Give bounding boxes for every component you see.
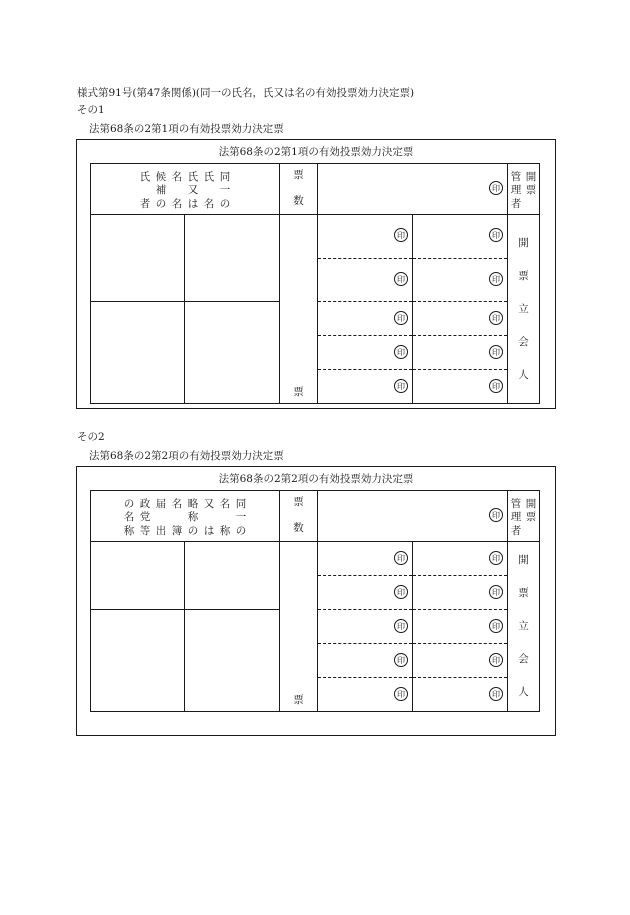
part1-witness-seal-cell	[413, 370, 508, 404]
part2-manager-header-char: 理	[510, 511, 522, 524]
part1-name-header-char: 氏	[139, 170, 151, 183]
part1-name-header-char: 補	[155, 184, 167, 197]
part1-manager-header	[508, 164, 540, 215]
seal-mark-icon: 印	[394, 228, 408, 242]
part2-witness-seal-cell	[413, 644, 508, 678]
part1-witness-seal-cell	[318, 302, 413, 336]
part2-manager-header-char: 票	[525, 511, 537, 524]
part2-name-cell	[185, 542, 280, 610]
part2-votes-header: 票 数	[280, 491, 318, 542]
part1-name-header-char: 者	[139, 197, 151, 210]
part2-name-header-char: 又	[203, 497, 215, 510]
part2-form-box	[76, 466, 556, 736]
part2-caption: 法第68条の2第2項の有効投票効力決定票	[89, 450, 284, 462]
part1-witness-char: 会	[518, 335, 529, 348]
part1-witness-seal-cell	[318, 215, 413, 259]
part2-vote-count-cell: 票	[280, 542, 318, 712]
part2-name-header-column	[169, 498, 185, 539]
part2-witness-seal-cell	[318, 542, 413, 576]
part1-name-header-char: 一	[219, 184, 231, 197]
seal-mark-icon: 印	[394, 687, 408, 701]
part1-name-header-char: 氏	[203, 170, 215, 183]
seal-mark-icon: 印	[489, 508, 503, 522]
part2-name-header-column	[217, 498, 233, 539]
part2-manager-header-char: 管	[510, 497, 522, 510]
part2-name-header-char: 称	[123, 524, 135, 537]
part1-caption: 法第68条の2第1項の有効投票効力決定票	[89, 123, 284, 135]
part2-witness-seal-cell	[413, 542, 508, 576]
part2-table	[90, 490, 540, 712]
seal-mark-icon: 印	[489, 585, 503, 599]
part2-witness-seal-cell	[318, 678, 413, 712]
part2-witness-label	[508, 542, 540, 712]
form-number: 様式第91号(第47条関係)(同一の氏名，氏又は名の有効投票効力決定票)	[77, 87, 415, 99]
part1-name-cell	[91, 215, 185, 302]
part1-name-header-char: の	[155, 197, 167, 210]
part1-witness-char: 開	[518, 236, 529, 249]
part1-manager-header-char: 票	[525, 184, 537, 197]
seal-mark-icon: 印	[489, 619, 503, 633]
part2-name-header-char: の	[187, 524, 199, 537]
part2-name-header-char: は	[203, 524, 215, 537]
part1-name-header-char: は	[187, 197, 199, 210]
seal-mark-icon: 印	[394, 272, 408, 286]
part1-witness-seal-cell	[413, 302, 508, 336]
part2-witness-char: 票	[518, 587, 529, 599]
seal-mark-icon: 印	[489, 228, 503, 242]
seal-mark-icon: 印	[489, 379, 503, 393]
part2-name-cell	[91, 542, 185, 610]
seal-mark-icon: 印	[489, 345, 503, 359]
part1-name-header-char: 同	[219, 170, 231, 183]
part1-witness-seal-cell	[413, 258, 508, 302]
part1-name-header-char: 又	[187, 184, 199, 197]
seal-mark-icon: 印	[489, 311, 503, 325]
part1-label: その1	[77, 104, 105, 116]
part1-name-header-column	[137, 171, 153, 212]
part1-form-title: 法第68条の2第1項の有効投票効力決定票	[218, 146, 414, 158]
part2-name-header-char: 出	[155, 524, 167, 537]
part1-name-header-column	[217, 171, 233, 212]
part2-witness-seal-cell	[413, 576, 508, 610]
seal-mark-icon: 印	[394, 619, 408, 633]
part1-witness-seal-cell	[318, 258, 413, 302]
part2-name-header-char: 政	[139, 497, 151, 510]
part2-manager-seal-cell	[318, 491, 508, 542]
part2-name-header-char: の	[123, 497, 135, 510]
part2-name-header-char: 名	[219, 497, 231, 510]
part1-name-header-char: の	[219, 197, 231, 210]
part2-name-header-char: 党	[139, 511, 151, 524]
part1-witness-seal-cell	[318, 370, 413, 404]
part1-name-header-column	[153, 171, 169, 212]
part1-name-cell	[185, 215, 280, 302]
part1-manager-header-char: 開	[525, 170, 537, 183]
part1-witness-char: 立	[518, 302, 529, 315]
part2-manager-header-column	[524, 498, 539, 525]
part2-name-header-column	[185, 498, 201, 539]
part2-name-header-column	[121, 498, 137, 539]
part2-witness-char: 立	[518, 620, 529, 632]
part2-name-header-column	[137, 498, 153, 539]
part1-name-header-column	[201, 171, 217, 212]
part2-name-header-char: 名	[123, 511, 135, 524]
seal-mark-icon: 印	[489, 272, 503, 286]
seal-mark-icon: 印	[394, 653, 408, 667]
part1-manager-header-column	[509, 171, 524, 212]
part2-name-header-char: 等	[139, 524, 151, 537]
part1-witness-char: 票	[518, 269, 529, 282]
part1-manager-seal-cell	[318, 164, 508, 215]
part1-manager-header-char: 者	[510, 197, 522, 210]
part1-witness-seal-cell	[318, 336, 413, 370]
part2-name-header-char: 同	[235, 497, 247, 510]
part2-form-title: 法第68条の2第2項の有効投票効力決定票	[218, 473, 414, 485]
part1-name-header-char: 候	[155, 170, 167, 183]
part2-label: その2	[77, 431, 105, 443]
part2-name-cell	[185, 610, 280, 712]
part2-witness-seal-cell	[318, 610, 413, 644]
part2-name-header-char: 略	[187, 497, 199, 510]
part1-name-header-column	[169, 171, 185, 212]
part2-name-header-char: 届	[155, 497, 167, 510]
part1-witness-char: 人	[518, 368, 529, 381]
seal-mark-icon: 印	[489, 653, 503, 667]
part1-name-header	[91, 164, 280, 215]
part2-witness-seal-cell	[413, 678, 508, 712]
part2-witness-seal-cell	[318, 576, 413, 610]
part2-name-header-char: 称	[219, 524, 231, 537]
part2-name-header-column	[233, 498, 249, 539]
part1-votes-header: 票 数	[280, 164, 318, 215]
part2-name-cell	[91, 610, 185, 712]
part1-witness-seal-cell	[413, 336, 508, 370]
part1-name-header-char: 名	[203, 197, 215, 210]
part2-name-header-column	[201, 498, 217, 539]
part1-name-cell	[185, 302, 280, 404]
seal-mark-icon: 印	[394, 379, 408, 393]
part1-name-cell	[91, 302, 185, 404]
part1-table	[90, 163, 540, 404]
part2-witness-char: 会	[518, 653, 529, 665]
part1-form-box	[76, 139, 556, 409]
part1-name-header-char: 名	[171, 197, 183, 210]
seal-mark-icon: 印	[394, 585, 408, 599]
seal-mark-icon: 印	[489, 551, 503, 565]
part2-name-header-char: 名	[171, 497, 183, 510]
part2-name-header-char: の	[235, 524, 247, 537]
part1-name-header-char: 氏	[187, 170, 199, 183]
part2-name-header-column	[153, 498, 169, 539]
part2-witness-seal-cell	[413, 610, 508, 644]
part2-name-header	[91, 491, 280, 542]
part2-witness-seal-cell	[318, 644, 413, 678]
seal-mark-icon: 印	[489, 181, 503, 195]
part1-name-header-column	[185, 171, 201, 212]
part1-witness-label	[508, 215, 540, 404]
part1-manager-header-char: 理	[510, 184, 522, 197]
seal-mark-icon: 印	[394, 311, 408, 325]
seal-mark-icon: 印	[489, 687, 503, 701]
part2-manager-header	[508, 491, 540, 542]
part2-manager-header-column	[509, 498, 524, 539]
seal-mark-icon: 印	[394, 345, 408, 359]
part2-name-header-char: 称	[187, 511, 199, 524]
part1-witness-seal-cell	[413, 215, 508, 259]
part1-name-header-char: 名	[171, 170, 183, 183]
part1-manager-header-column	[524, 171, 539, 198]
part2-manager-header-char: 開	[525, 497, 537, 510]
part2-name-header-char: 一	[235, 511, 247, 524]
part1-manager-header-char: 管	[510, 170, 522, 183]
seal-mark-icon: 印	[394, 551, 408, 565]
part2-name-header-char: 簿	[171, 524, 183, 537]
part2-witness-char: 人	[518, 686, 529, 698]
part2-witness-char: 開	[518, 554, 529, 566]
part1-vote-count-cell: 票	[280, 215, 318, 404]
part2-manager-header-char: 者	[510, 524, 522, 537]
